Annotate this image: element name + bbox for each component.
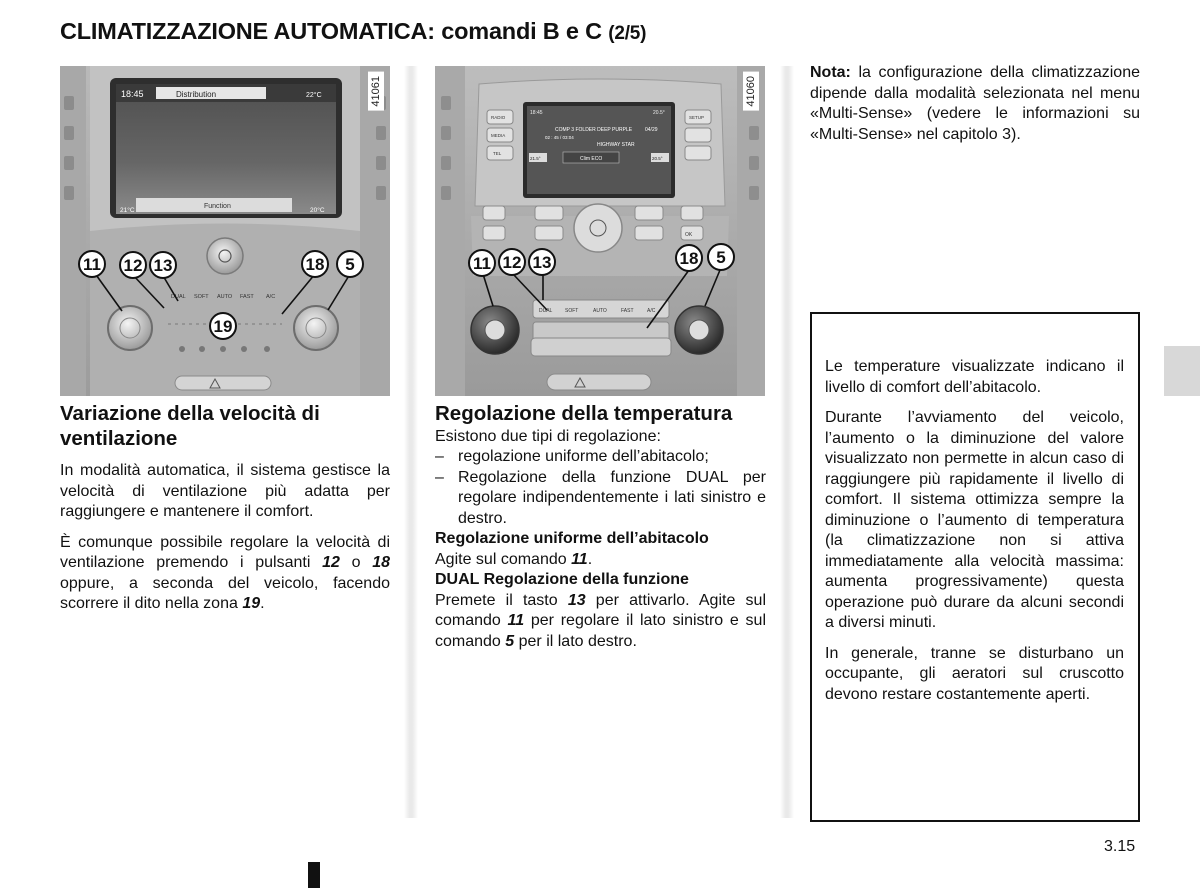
screen-time: 18:45 [121,89,144,99]
console-illustration [60,66,390,396]
paragraph [435,591,766,653]
paragraph: Durante l’avviamento del veicolo, l’aumento o la diminuzione del valore visualizzato non permette in alcun caso di raggiungere più rapidamente il livello di comfort. Il sistema ottimizza sempre la diminuzione o l’aumento di temperatura (la climatizzazione non si attiva immediatamente alla velocità massima: aumenta progressivamente) questa operazione può durare da alcuni secondi a diversi minuti. [825,409,1124,631]
dash-bullet: – [435,448,444,465]
screen-temp: 20.5° [653,110,665,116]
btn-fast-label: FAST [240,294,254,300]
text-run: oppure, a seconda del veicolo, facendo scorrere il dito nella zona [60,574,390,612]
ref-number: 18 [372,554,391,571]
text-run: Premete il tasto [435,591,568,609]
volume-knob[interactable] [207,238,243,274]
paragraph [60,533,390,615]
crop-mark [308,862,320,888]
track-title: HIGHWAY STAR [597,142,635,148]
central-knob[interactable] [574,204,622,252]
section-heading: Regolazione della temperatura [435,402,733,425]
subheading: DUAL Regolazione della funzione [435,571,689,588]
knob-11[interactable] [108,306,152,350]
track-number: 04/29 [645,127,658,133]
paragraph: In generale, tranne se disturbano un occupante, gli aeratori sul cruscotto devono restare costantemente aperti. [825,644,1124,703]
screen-mode: Clim ECO [580,156,603,162]
track-folder: COMP 3 FOLDER DEEP PURPLE [555,127,633,133]
figure-code: 41061 [368,72,384,111]
ref-number: 19 [242,595,261,612]
callout-18: 18 [679,249,699,268]
regulation-types-list [435,447,766,529]
callout-5: 5 [716,248,726,267]
note-paragraph [810,63,1140,145]
text-run: Agite sul comando [435,550,572,568]
screen-temp-right: 20°C [310,207,325,214]
key-radio-label: RADIO [491,115,506,120]
text-run: per il lato destro. [514,632,637,650]
paragraph: In modalità automatica, il sistema gestisce la velocità di ventilazione più adatta per raggiungere e mantenere il comfort. [60,462,390,520]
key-ok-label: OK [685,232,693,238]
info-box [810,312,1140,822]
console-illustration [435,66,765,396]
section-heading: Variazione della velocità di ventilazione [60,402,320,450]
note-label: Nota: [810,64,851,81]
callout-18: 18 [305,255,325,274]
subheading: Regolazione uniforme dell’abitacolo [435,530,709,547]
screen-temp-left: 21.5° [530,156,541,161]
btn-dual-label: DUAL [539,308,553,314]
callout-12: 12 [123,256,143,275]
key-tel-label: TEL [493,151,502,156]
ref-number: 13 [567,591,586,609]
callout-19: 19 [213,317,233,336]
right-column [810,63,1140,145]
page-number: 3.15 [1104,838,1136,855]
chapter-tab [1164,346,1200,396]
text-run: . [587,550,593,568]
callout-5: 5 [345,255,355,274]
callout-13: 13 [532,253,552,272]
screen-temp-right: 20.5° [652,156,663,161]
middle-column [435,402,766,652]
ref-number: 5 [505,632,515,650]
left-column [60,402,390,615]
page-indicator: (2/5) [608,23,647,44]
ref-number: 12 [322,554,340,571]
key-setup-label: SETUP [689,115,705,120]
callout-12: 12 [502,253,522,272]
list-item [435,468,766,530]
list-item-text: Regolazione della funzione DUAL per regolare indipendentemente i lati sinistro e destro. [458,468,766,527]
list-item-text: regolazione uniforme dell’abitacolo; [458,448,709,465]
column-divider [404,66,418,818]
text-run: o [339,554,373,571]
callout-13: 13 [153,256,173,275]
text-run: È comunque possibile regolare la velocità di ventilazione premendo i pulsanti [60,533,390,571]
callout-11: 11 [473,254,491,273]
paragraph: Le temperature visualizzate indicano il livello di comfort dell’abitacolo. [825,358,1124,396]
ref-number: 11 [507,612,525,629]
column-divider [780,66,794,818]
title-text: CLIMATIZZAZIONE AUTOMATICA: comandi B e C [60,18,602,44]
btn-auto-label: AUTO [593,308,607,314]
dash-bullet: – [435,468,444,486]
note-text: la configurazione della climatizzazione dipende dalla modalità selezionata nel menu «Multi-Sense» (vedere le informazioni su «Multi-Sense» nel capitolo 3). [810,64,1140,143]
screen-function: Function [204,203,231,210]
btn-ac-label: A/C [647,308,656,314]
btn-ac-label: A/C [266,294,276,300]
screen-temp: 22°C [306,92,322,99]
screen-source: Distribution [176,90,217,99]
figure-console-buttons [435,66,765,396]
list-item [435,447,766,468]
paragraph: Esistono due tipi di regolazione: [435,427,661,445]
text-run: . [260,595,265,612]
callout-11: 11 [83,255,101,274]
ref-number: 11 [571,550,588,568]
track-time: 02 : 45 / 03:04 [545,135,574,140]
knob-5[interactable] [294,306,338,350]
figure-code: 41060 [743,72,759,111]
text-run: per regolare il lato sinistro e sul comando [435,612,766,650]
btn-fast-label: FAST [621,308,634,314]
key-media-label: MEDIA [491,133,506,138]
page-title [60,18,646,45]
screen-temp-left: 21°C [120,207,135,214]
text-run: per attivarlo. Agite sul comando [435,591,766,629]
screen-time: 18:45 [530,110,543,116]
btn-soft-label: SOFT [565,308,579,314]
btn-auto-label: AUTO [217,294,233,300]
figure-console-touchscreen [60,66,390,396]
paragraph [435,550,766,571]
btn-soft-label: SOFT [194,294,209,300]
btn-dual-label: DUAL [171,294,186,300]
